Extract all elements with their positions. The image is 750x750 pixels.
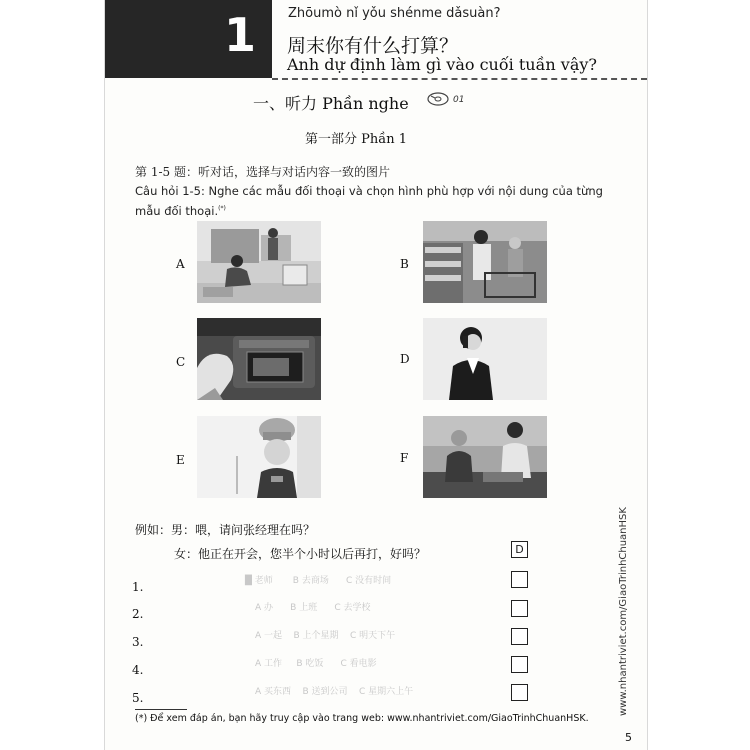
question-number-3: 3. xyxy=(132,635,144,649)
audio-track-number: 01 xyxy=(453,95,465,105)
option-letter-e: E xyxy=(176,453,185,467)
answer-box-1[interactable] xyxy=(511,571,528,588)
option-letter-a: A xyxy=(176,257,185,271)
example-line-1 xyxy=(135,521,315,538)
question-number-2: 2. xyxy=(132,607,144,621)
example-answer: D xyxy=(515,543,524,556)
example-answer-box xyxy=(511,541,528,558)
answer-box-3[interactable] xyxy=(511,628,528,645)
option-letter-f: F xyxy=(400,451,409,465)
instructions-vietnamese-text: Câu hỏi 1-5: Nghe các mẫu đối thoại và chọn hình phù hợp với nội dung của từng mẫu đối thoại. xyxy=(135,184,603,218)
option-d-photo xyxy=(423,318,547,400)
example-label: 例如： xyxy=(135,523,172,537)
audio-cd-icon xyxy=(427,92,449,106)
section-heading: 一、听力 Phần nghe xyxy=(253,94,409,113)
part-heading: 第一部分 Phần 1 xyxy=(305,132,407,147)
question-number-5: 5. xyxy=(132,691,144,705)
answer-box-4[interactable] xyxy=(511,656,528,673)
lesson-number-block xyxy=(105,0,272,78)
option-letter-d: D xyxy=(400,352,410,366)
bleed-through-text: A 办 B 上班 C 去学校 xyxy=(255,603,371,613)
question-number-4: 4. xyxy=(132,663,144,677)
option-letter-c: C xyxy=(176,355,186,369)
side-url: www.nhantriviet.com/GiaoTrinhChuanHSK xyxy=(618,507,629,716)
header-dashed-divider xyxy=(272,78,647,80)
bleed-through-text: A 买东西 B 送到公司 C 星期六上午 xyxy=(255,687,414,697)
page-number: 5 xyxy=(625,731,632,744)
lesson-title-pinyin: Zhōumò nǐ yǒu shénme dǎsuàn? xyxy=(288,6,501,21)
question-number-1: 1. xyxy=(132,580,144,594)
bleed-through-text: A 一起 B 上个星期 C 明天下午 xyxy=(255,631,396,641)
option-e-photo xyxy=(197,416,321,498)
footnote-marker: (*) xyxy=(218,205,226,212)
option-a-photo xyxy=(197,221,321,303)
bleed-through-text: █ 老师 B 去商场 C 没有时间 xyxy=(245,576,392,586)
textbook-page xyxy=(104,0,648,750)
option-c-photo xyxy=(197,318,321,400)
example-man-text: 男：喂，请问张经理在吗？ xyxy=(171,523,316,537)
instructions-chinese: 第 1-5 题：听对话，选择与对话内容一致的图片 xyxy=(135,165,390,179)
footnote: (*) Để xem đáp án, bạn hãy truy cập vào trang web: www.nhantriviet.com/GiaoTrinhChuanHSK. xyxy=(135,713,589,724)
option-letter-b: B xyxy=(400,257,409,271)
example-woman-text: 女：他正在开会，您半个小时以后再打，好吗？ xyxy=(174,547,427,561)
lesson-title-chinese: 周末你有什么打算？ xyxy=(287,35,459,57)
bleed-through-text: A 工作 B 吃饭 C 看电影 xyxy=(255,659,377,669)
instructions-vietnamese xyxy=(135,182,625,220)
answer-box-2[interactable] xyxy=(511,600,528,617)
option-f-photo xyxy=(423,416,547,498)
option-b-photo xyxy=(423,221,547,303)
lesson-number: 1 xyxy=(223,8,256,62)
lesson-title-vietnamese: Anh dự định làm gì vào cuối tuần vậy? xyxy=(287,55,597,74)
answer-box-5[interactable] xyxy=(511,684,528,701)
footnote-rule xyxy=(135,709,187,710)
